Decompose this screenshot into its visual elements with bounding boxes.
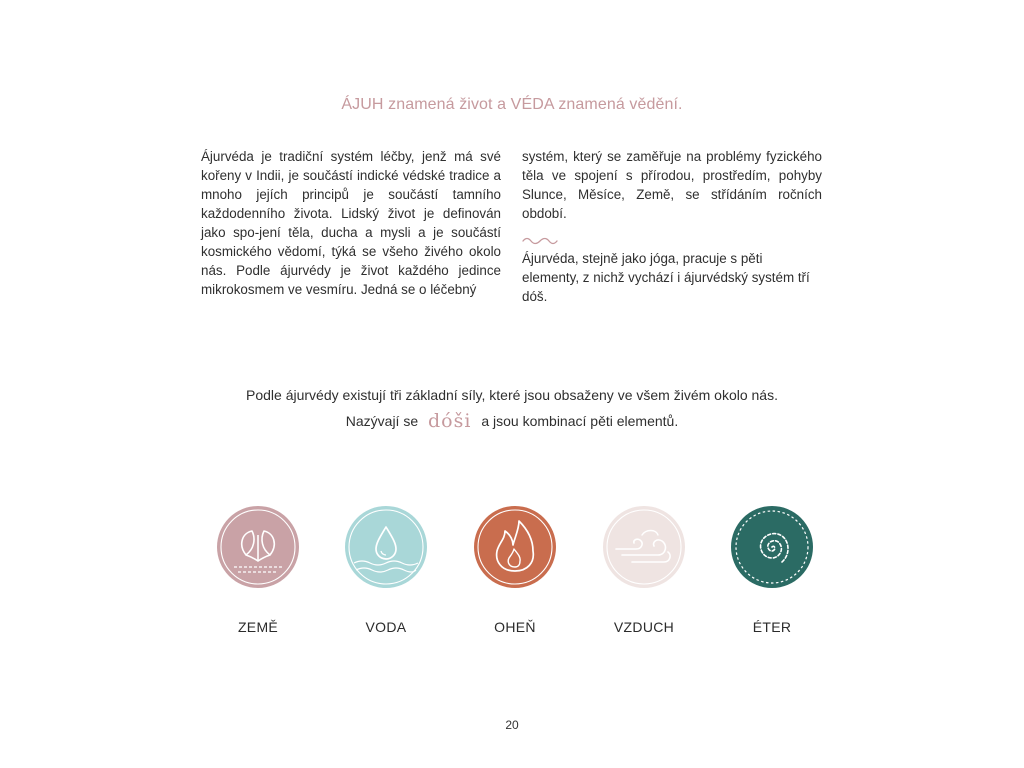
intro-line-2 bbox=[0, 408, 1024, 434]
element-earth bbox=[216, 505, 300, 635]
left-column-text: Ájurvéda je tradiční systém léčby, jenž má své kořeny v Indii, je součástí indické védské tradice a mnoho jejích principů je součástí tamního každodenního života. Lidský život je definován jako spo-jení těla, ducha a mysli a je součástí kosmického vědomí, týká se všeho živého okolo nás. Podle ájurvédy je život každého jedince mikrokosmem ve vesmíru. Jedná se o léčebný bbox=[201, 149, 501, 297]
intro-line-2-after: a jsou kombinací pěti elementů. bbox=[481, 413, 679, 429]
spiral-icon bbox=[730, 505, 814, 589]
dosi-highlight: dóši bbox=[428, 410, 472, 432]
right-column-paragraph-2: Ájurvéda, stejně jako jóga, pracuje s pěti elementy, z nichž vychází i ájurvédský systém tří dóš. bbox=[522, 251, 810, 304]
element-ether bbox=[730, 505, 814, 635]
elements-row bbox=[216, 505, 828, 645]
element-air bbox=[602, 505, 686, 635]
left-column bbox=[201, 147, 501, 299]
right-column bbox=[522, 147, 822, 306]
intro-line-1: Podle ájurvédy existují tři základní síly, které jsou obsaženy ve všem živém okolo nás. bbox=[246, 387, 778, 403]
leaf-icon bbox=[216, 505, 300, 589]
element-label: VODA bbox=[365, 619, 407, 635]
page-number: 20 bbox=[505, 718, 519, 732]
wind-icon bbox=[602, 505, 686, 589]
intro-line-2-before: Nazývají se bbox=[345, 413, 419, 429]
element-label: OHEŇ bbox=[494, 619, 536, 635]
doshas-intro bbox=[0, 382, 1024, 434]
element-label: ÉTER bbox=[752, 619, 792, 635]
flame-icon bbox=[473, 505, 557, 589]
right-column-paragraph-1: systém, který se zaměřuje na problémy fyzického těla ve spojení s přírodou, prostředím, pohyby Slunce, Měsíce, Země, se střídáním ročních období. bbox=[522, 149, 822, 221]
element-water bbox=[344, 505, 428, 635]
wave-divider-icon bbox=[522, 235, 558, 245]
element-label: VZDUCH bbox=[613, 619, 675, 635]
water-drop-icon bbox=[344, 505, 428, 589]
element-label: ZEMĚ bbox=[237, 619, 279, 635]
element-fire bbox=[473, 505, 557, 635]
page-title: ÁJUH znamená život a VÉDA znamená vědění. bbox=[341, 96, 683, 113]
